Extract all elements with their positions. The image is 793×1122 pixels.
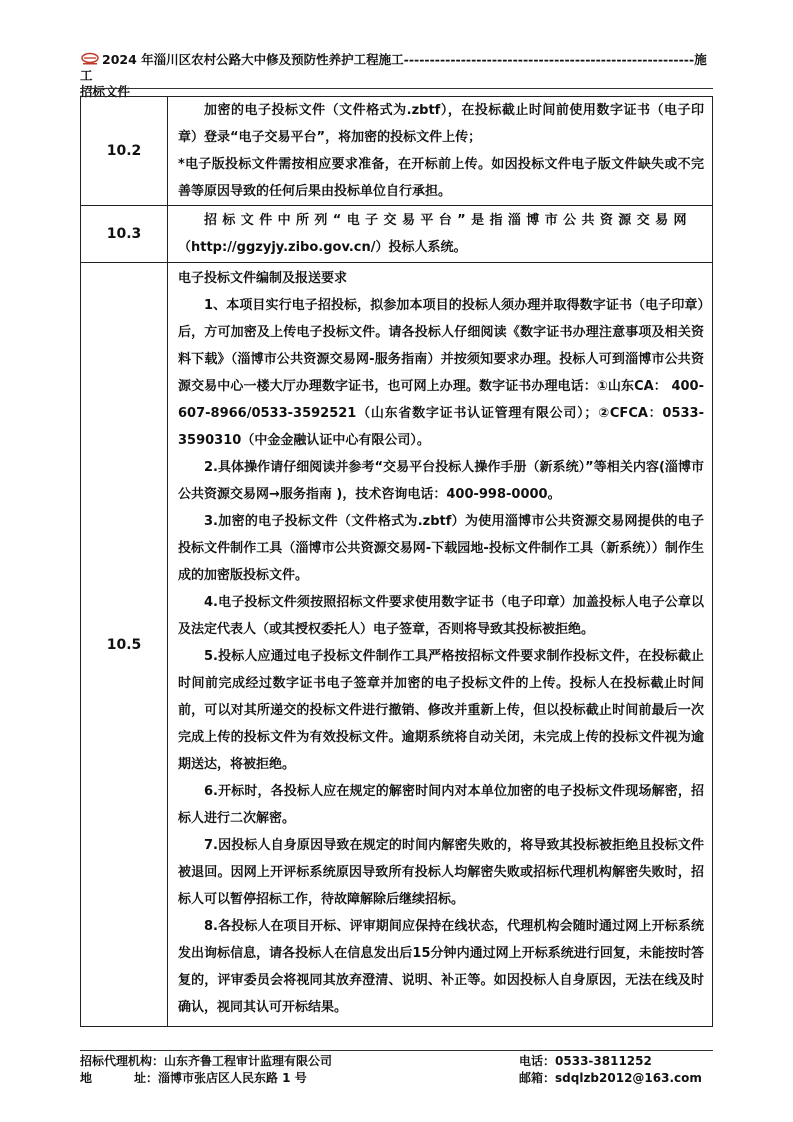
address-label: [80, 1070, 158, 1087]
clause-paragraph: 招标文件中所列“电子交易平台”是指淄博市公共资源交易网: [204, 213, 692, 228]
header-dashes: --------------------------------------------------------: [403, 52, 695, 67]
clause-paragraph: 1、本项目实行电子招投标，拟参加本项目的投标人须办理并取得数字证书（电子印章）后，方可加密及上传电子投标文件。请各投标人仔细阅读《数字证书办理注意事项及相关资料下载》（淄博市公共资源交易网-服务指南）并按须知要求办理。投标人可到淄博市公共资源交易中心一楼大厅办理数字证书，也可网上办理。数字证书办理电话：①山东CA： 400-607-8966/0533-3592521（山东省数字证书认证管理有限公司）；②CFCA：0533-3590310（中金金融认证中心有限公司）。: [178, 298, 704, 448]
clause-content: [168, 206, 713, 263]
clause-paragraph: 5.投标人应通过电子投标文件制作工具严格按招标文件要求制作投标文件，在投标截止时间前完成经过数字证书电子签章并加密的电子投标文件的上传。投标人在投标截止时间前，可以对其所递交的投标文件进行撤销、修改并重新上传，但以投标截止时间前最后一次完成上传的投标文件为有效投标文件。逾期系统将自动关闭，未完成上传的投标文件视为逾期送达，将被拒绝。: [178, 649, 704, 772]
clause-number: 10.5: [81, 263, 168, 1027]
clause-table: [80, 96, 713, 1027]
header-suffix: 施工: [80, 52, 707, 83]
header-line2: 招标文件: [80, 84, 131, 99]
footer-divider: [80, 1050, 713, 1051]
table-row: [81, 97, 713, 206]
clause-heading: 电子投标文件编制及报送要求: [178, 271, 348, 286]
clause-paragraph: （http://ggzyjy.zibo.gov.cn/）投标人系统。: [178, 240, 467, 255]
page-footer: [80, 1053, 713, 1087]
clause-paragraph: *电子版投标文件需按相应要求准备，在开标前上传。如因投标文件电子版文件缺失或不完善等原因导致的任何后果由投标单位自行承担。: [178, 157, 704, 199]
clause-paragraph: 4.电子投标文件须按照招标文件要求使用数字证书（电子印章）加盖投标人电子公章以及法定代表人（或其授权委托人）电子签章，否则将导致其投标被拒绝。: [178, 595, 704, 637]
agency-label: 招标代理机构：: [80, 1054, 165, 1068]
company-logo-icon: [80, 52, 100, 66]
clause-paragraph: 8.各投标人在项目开标、评审期间应保持在线状态，代理机构会随时通过网上开标系统发出询标信息，请各投标人在信息发出后15分钟内通过网上开标系统进行回复，未能按时答复的，评审委员会将视同其放弃澄清、说明、补正等。如因投标人自身原因，无法在线及时确认，视同其认可开标结果。: [178, 919, 704, 1015]
header-divider: [80, 88, 713, 89]
clause-content: [168, 263, 713, 1027]
clause-paragraph: 7.因投标人自身原因导致在规定的时间内解密失败的，将导致其投标被拒绝且投标文件被退回。因网上开评标系统原因导致所有投标人均解密失败或招标代理机构解密失败时，招标人可以暂停招标工作，待故障解除后继续招标。: [178, 838, 704, 907]
address-label-part: 地: [80, 1071, 93, 1085]
agency-value: 山东齐鲁工程审计监理有限公司: [164, 1054, 333, 1068]
clause-paragraph: 6.开标时，各投标人应在规定的解密时间内对本单位加密的电子投标文件现场解密，招标人进行二次解密。: [178, 784, 704, 826]
clause-paragraph: 3.加密的电子投标文件（文件格式为.zbtf）为使用淄博市公共资源交易网提供的电子投标文件制作工具（淄博市公共资源交易网-下载园地-投标文件制作工具（新系统））制作生成的加密版投标文件。: [178, 514, 704, 583]
table-row: [81, 206, 713, 263]
address-value: 淄博市张店区人民东路 1 号: [158, 1071, 307, 1085]
clause-content: [168, 97, 713, 206]
phone-label: 电话：: [519, 1054, 556, 1068]
header-title: 2024 年淄川区农村公路大中修及预防性养护工程施工: [102, 52, 404, 67]
email-label: 邮箱：: [519, 1071, 556, 1085]
clause-number: 10.2: [81, 97, 168, 206]
clause-paragraph: 加密的电子投标文件（文件格式为.zbtf），在投标截止时间前使用数字证书（电子印章）登录“电子交易平台”，将加密的投标文件上传；: [178, 103, 704, 145]
clause-number: 10.3: [81, 206, 168, 263]
page-header: [80, 52, 713, 100]
email-value: sdqlzb2012@163.com: [555, 1071, 702, 1085]
clause-paragraph: 2.具体操作请仔细阅读并参考“交易平台投标人操作手册（新系统）”等相关内容(淄博市公共资源交易网→服务指南 )，技术咨询电话：400-998-0000。: [178, 460, 704, 502]
phone-value: 0533-3811252: [555, 1054, 652, 1068]
address-label-part: 址：: [133, 1071, 158, 1085]
table-row: [81, 263, 713, 1027]
